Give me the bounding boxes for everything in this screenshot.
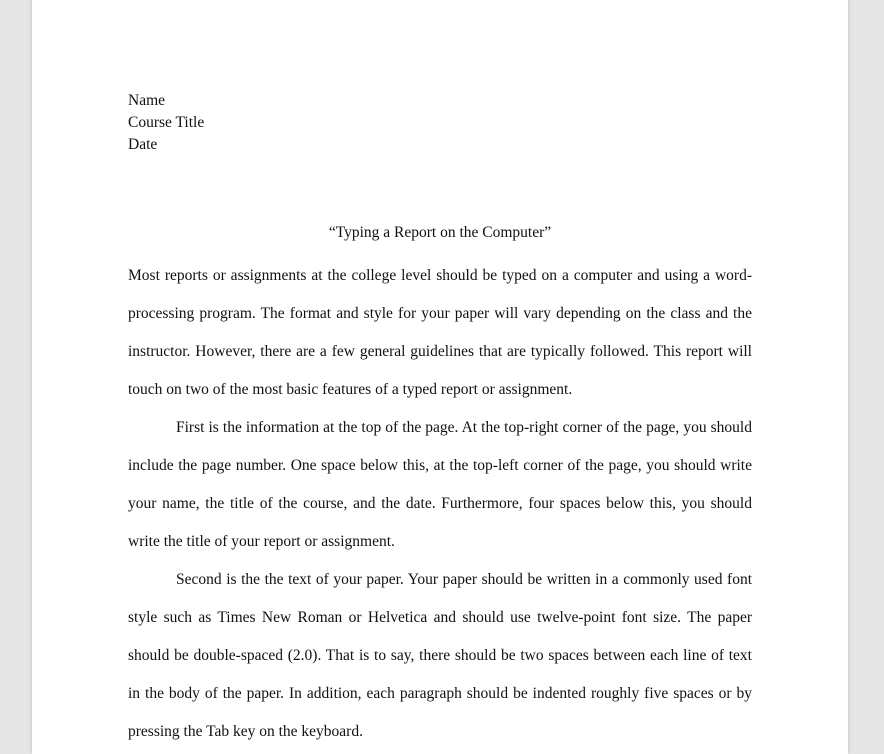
- document-page: [32, 0, 848, 754]
- paragraph-1: Most reports or assignments at the college level should be typed on a computer and using a word-processing program. The format and style for your paper will vary depending on the class and the instructor. However, there are a few general guidelines that are typically followed. This report will touch on two of the most basic features of a typed report or assignment.: [128, 267, 752, 398]
- header-name: Name: [128, 92, 166, 109]
- report-title: “Typing a Report on the Computer”: [328, 224, 552, 241]
- paragraph-3: Second is the the text of your paper. Your paper should be written in a commonly used font style such as Times New Roman or Helvetica and should use twelve-point font size. The paper should be double-spaced (2.0). That is to say, there should be two spaces between each line of text in the body of the paper. In addition, each paragraph should be indented roughly five spaces or by pressing the Tab key on the keyboard.: [128, 571, 752, 740]
- report-body: [128, 257, 752, 751]
- header-block: [128, 90, 752, 156]
- page-content: [128, 90, 752, 751]
- paragraph-2: First is the information at the top of the page. At the top-right corner of the page, you should include the page number. One space below this, at the top-left corner of the page, you should write your name, the title of the course, and the date. Furthermore, four spaces below this, you should write the title of your report or assignment.: [128, 419, 752, 550]
- header-course-title: Course Title: [128, 114, 205, 131]
- header-date: Date: [128, 136, 158, 153]
